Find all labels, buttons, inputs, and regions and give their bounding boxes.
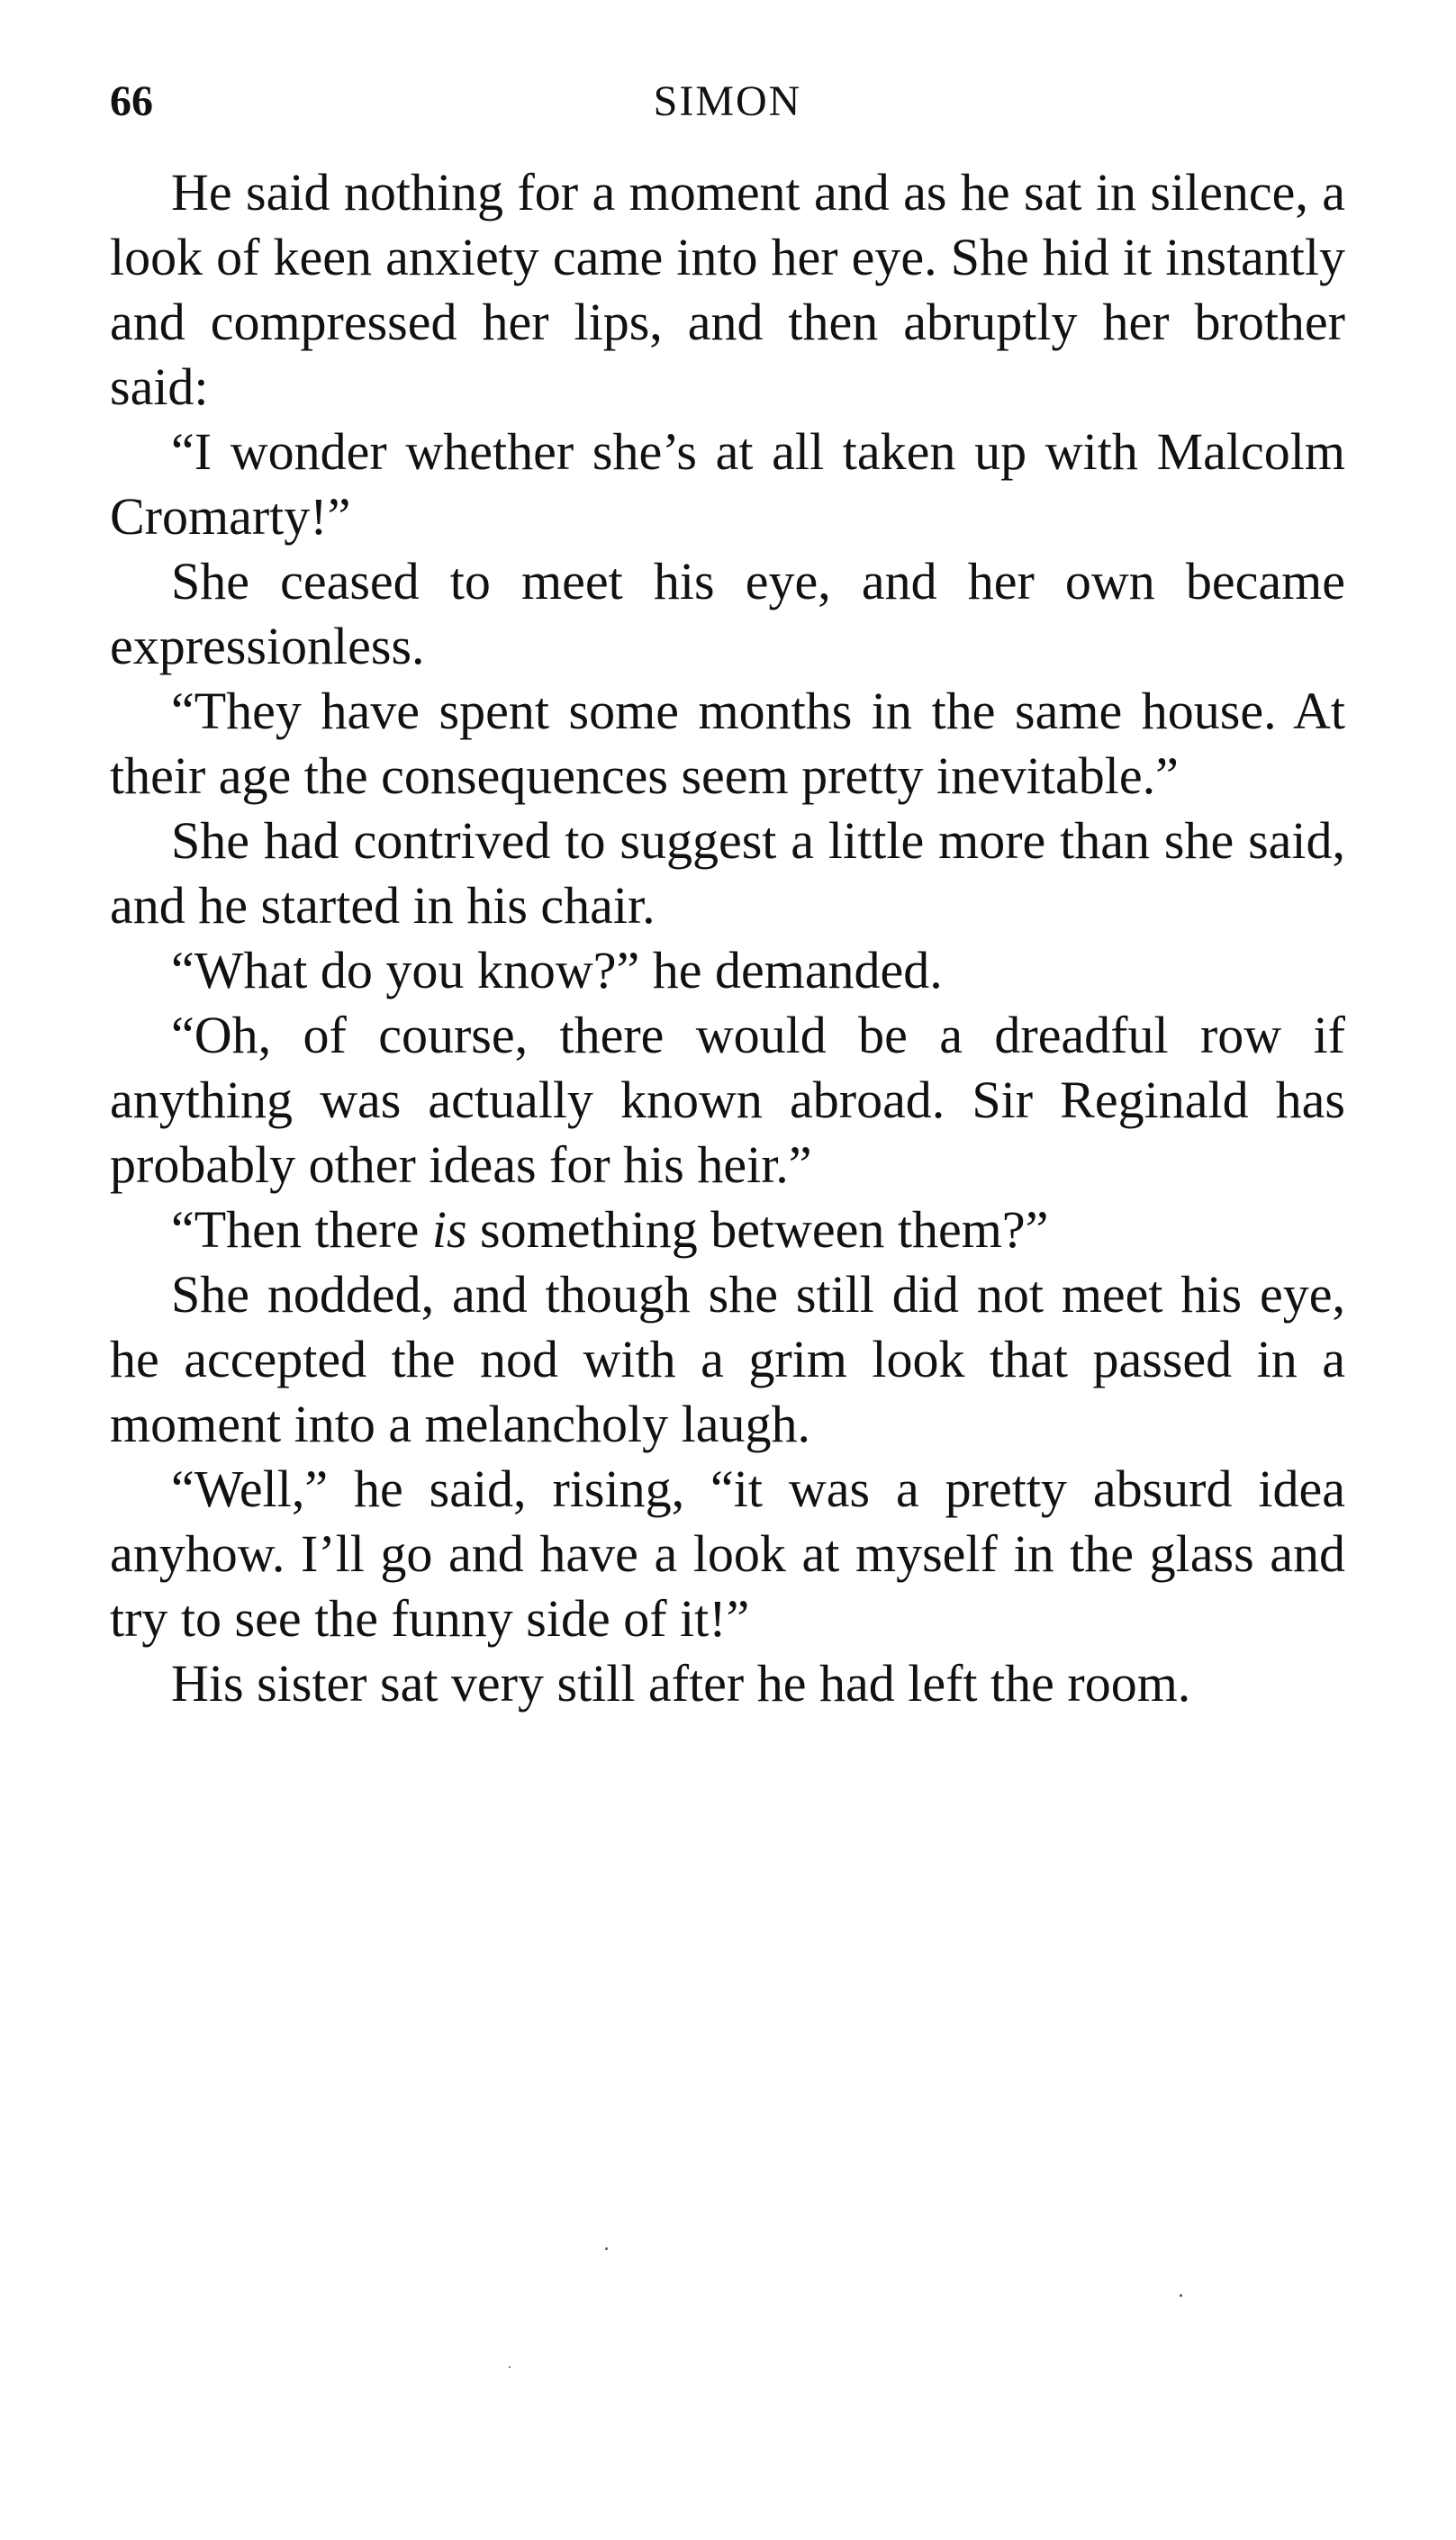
scan-speck [509,2366,511,2368]
scan-speck [605,2247,608,2250]
paragraph: She had contrived to suggest a little more than she said, and he started in his chair. [110,811,1345,935]
paragraph-text: something between them?” [466,1200,1049,1259]
paragraph-text: “Then there [171,1200,432,1259]
paragraph: She nodded, and though she still did not meet his eye, he accepted the nod with a grim look that passed in a moment into a melancholy laugh. [110,1265,1345,1453]
paragraph: She ceased to meet his eye, and her own became expressionless. [110,552,1345,675]
paragraph: “Oh, of course, there would be a dreadful row if anything was actually known abroad. Sir Reginald has probably other ideas for his heir.” [110,1006,1345,1194]
emphasis: is [431,1200,467,1259]
paragraph: “Well,” he said, rising, “it was a pretty absurd idea anyhow. I’ll go and have a look at myself in the glass and try to see the funny side of it!” [110,1460,1345,1648]
running-head: SIMON [653,77,802,125]
paragraph: His sister sat very still after he had left the room. [171,1654,1191,1713]
paragraph [110,1198,1345,1262]
scan-speck [1180,2294,1182,2297]
paragraph: He said nothing for a moment and as he sat in silence, a look of keen anxiety came into her eye. She hid it instantly and compressed her lips, and then abruptly her brother said: [110,163,1345,416]
paragraph: “I wonder whether she’s at all taken up with Malcolm Cromarty!” [110,422,1345,546]
page-header [110,70,1345,133]
body-text [110,160,1345,1716]
paragraph: “What do you know?” he demanded. [171,941,943,999]
page-number: 66 [110,77,153,125]
paragraph: “They have spent some months in the same house. At their age the consequences seem pretty inevitable.” [110,682,1345,805]
